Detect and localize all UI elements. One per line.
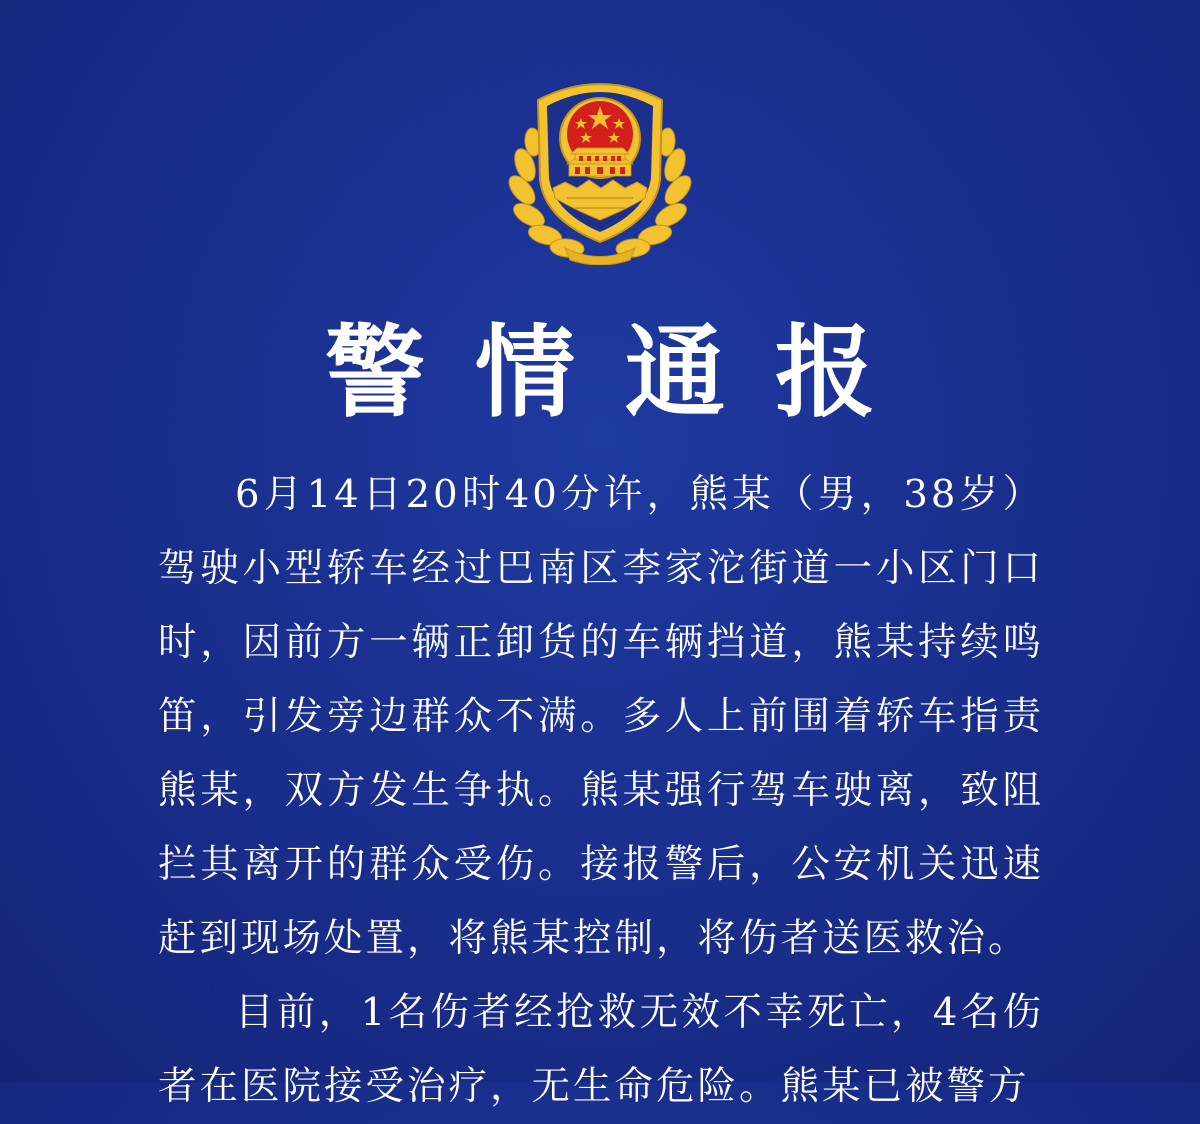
police-emblem-icon bbox=[505, 70, 695, 265]
bulletin-title: 警情通报 bbox=[325, 313, 925, 431]
bulletin-paragraph: 6月14日20时40分许，熊某（男，38岁）驾驶小型轿车经过巴南区李家沱街道一小区门口时，因前方一辆正卸货的车辆挡道，熊某持续鸣笛，引发旁边群众不满。多人上前围着轿车指责熊某，双方发生争执。熊某强行驾车驶离，致阻拦其离开的群众受伤。接报警后，公安机关迅速赶到现场处置，将熊某控制，将伤者送医救治。 bbox=[158, 472, 1044, 961]
bulletin-paragraph: 目前，1名伤者经抢救无效不幸死亡，4名伤者在医院接受治疗，无生命危险。熊某已被警方 bbox=[158, 990, 1044, 1109]
bulletin-body bbox=[158, 458, 1044, 1124]
